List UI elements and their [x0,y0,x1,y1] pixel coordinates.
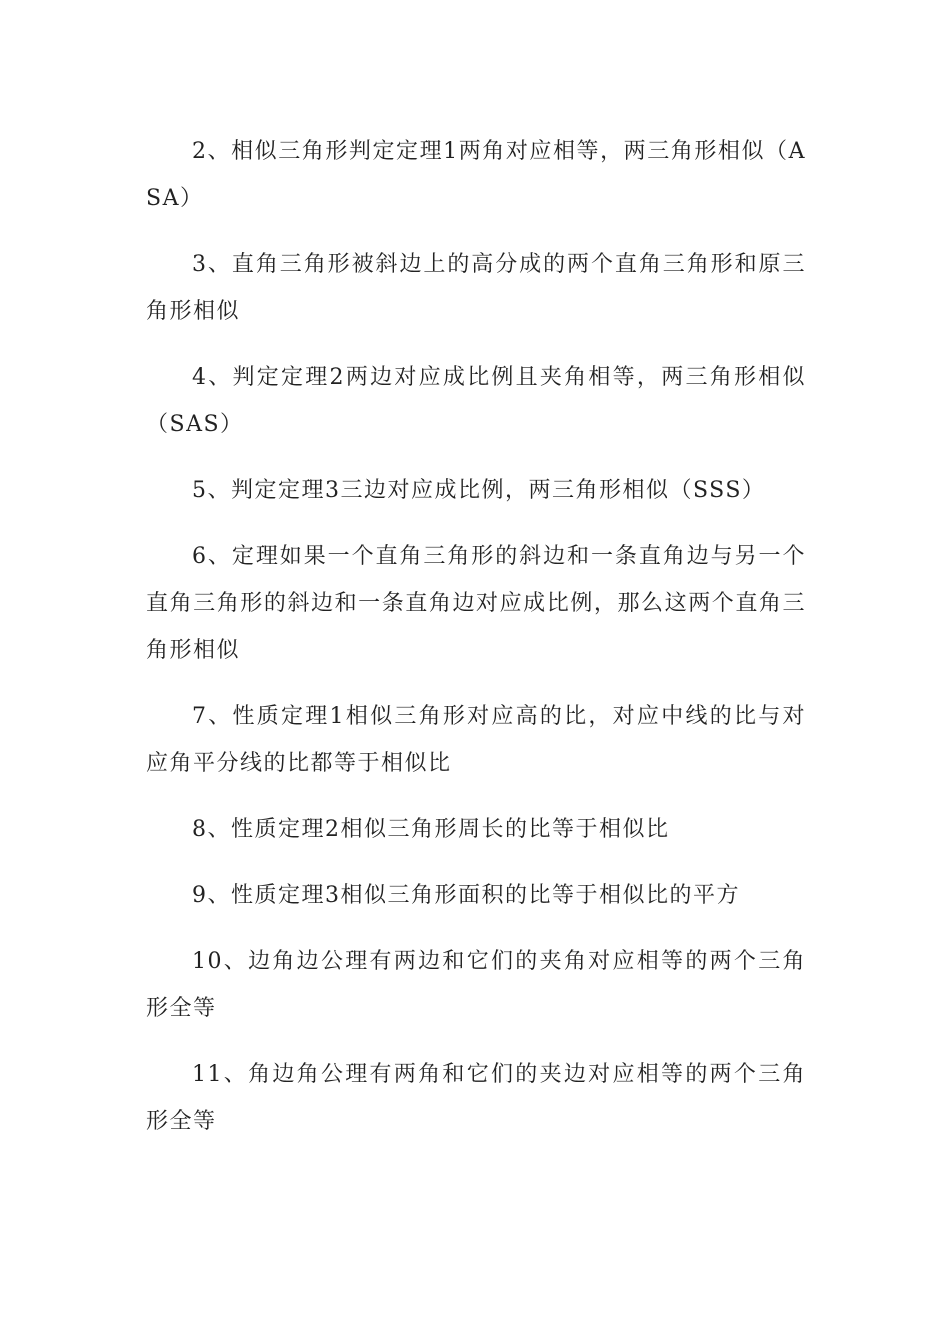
paragraph-theorem-11: 11、角边角公理有两角和它们的夹边对应相等的两个三角形全等 [146,1062,806,1134]
paragraph-theorem-8: 8、性质定理2相似三角形周长的比等于相似比 [192,817,670,842]
document-body [146,128,806,1164]
paragraph-theorem-4: 4、判定定理2两边对应成比例且夹角相等，两三角形相似（SAS） [146,365,806,437]
paragraph-theorem-9: 9、性质定理3相似三角形面积的比等于相似比的平方 [192,883,740,908]
paragraph-theorem-6: 6、定理如果一个直角三角形的斜边和一条直角边与另一个直角三角形的斜边和一条直角边对应成比例，那么这两个直角三角形相似 [146,544,806,663]
paragraph-theorem-10: 10、边角边公理有两边和它们的夹角对应相等的两个三角形全等 [146,949,806,1021]
paragraph-theorem-2: 2、相似三角形判定定理1两角对应相等，两三角形相似（ASA） [146,139,806,211]
paragraph-theorem-5: 5、判定定理3三边对应成比例，两三角形相似（SSS） [192,478,766,503]
paragraph-theorem-7: 7、性质定理1相似三角形对应高的比，对应中线的比与对应角平分线的比都等于相似比 [146,704,806,776]
paragraph-theorem-3: 3、直角三角形被斜边上的高分成的两个直角三角形和原三角形相似 [146,252,806,324]
